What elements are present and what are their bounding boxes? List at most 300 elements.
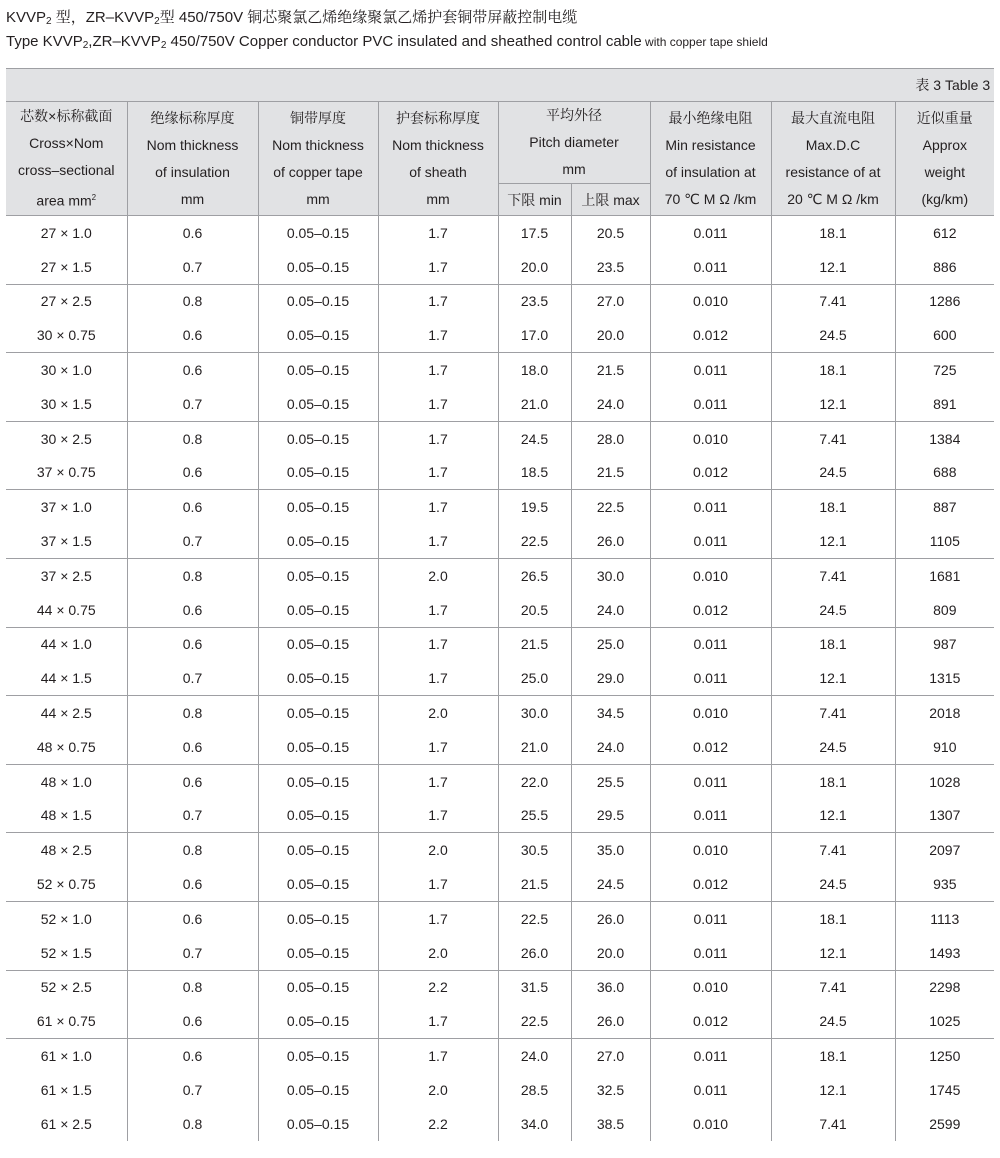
title-chinese — [6, 6, 577, 27]
cell-diameter-min: 18.5 — [498, 456, 571, 490]
cell-sheath: 1.7 — [378, 867, 498, 901]
cell-resistance-dc: 7.41 — [771, 696, 895, 730]
header-cores-cn: 芯数×标称截面 — [20, 107, 113, 124]
cell-insulation: 0.6 — [127, 627, 258, 661]
cell-insulation: 0.6 — [127, 1004, 258, 1038]
cell-diameter-max: 24.0 — [571, 387, 650, 421]
cell-insulation: 0.7 — [127, 387, 258, 421]
cell-copper-tape: 0.05–0.15 — [258, 696, 378, 730]
cell-cores: 52 × 1.5 — [6, 936, 127, 970]
cell-weight: 809 — [895, 593, 994, 627]
cell-resistance-insulation: 0.011 — [650, 1073, 771, 1107]
cell-insulation: 0.6 — [127, 216, 258, 250]
cell-insulation: 0.6 — [127, 764, 258, 798]
table-row — [6, 250, 994, 284]
cell-resistance-dc: 7.41 — [771, 833, 895, 867]
cell-weight: 910 — [895, 730, 994, 764]
cell-diameter-min: 25.5 — [498, 799, 571, 833]
cell-resistance-dc: 7.41 — [771, 284, 895, 318]
cell-weight: 2018 — [895, 696, 994, 730]
header-resistance-ins-en1: Min resistance — [665, 136, 756, 153]
cell-resistance-dc: 12.1 — [771, 799, 895, 833]
cell-weight: 1250 — [895, 1039, 994, 1073]
cell-diameter-min: 17.5 — [498, 216, 571, 250]
cell-weight: 600 — [895, 318, 994, 352]
cell-weight: 987 — [895, 627, 994, 661]
cell-resistance-insulation: 0.011 — [650, 524, 771, 558]
cell-sheath: 2.2 — [378, 1107, 498, 1141]
header-cores-en1: Cross×Nom — [29, 134, 104, 151]
cell-diameter-min: 22.5 — [498, 1004, 571, 1038]
header-insulation — [127, 102, 258, 216]
table-row — [6, 524, 994, 558]
cell-resistance-insulation: 0.012 — [650, 318, 771, 352]
cable-spec-table — [6, 68, 994, 1141]
cell-diameter-max: 26.0 — [571, 1004, 650, 1038]
cell-sheath: 2.0 — [378, 558, 498, 592]
header-resistance-dc-en2: resistance of at — [785, 163, 881, 180]
cell-insulation: 0.8 — [127, 1107, 258, 1141]
cell-diameter-min: 24.0 — [498, 1039, 571, 1073]
cell-diameter-max: 25.5 — [571, 764, 650, 798]
table-row — [6, 936, 994, 970]
header-row — [6, 102, 994, 184]
cell-sheath: 2.0 — [378, 1073, 498, 1107]
header-sheath-en2: of sheath — [409, 163, 467, 180]
header-copper-tape-en1: Nom thickness — [272, 136, 364, 153]
cell-weight: 1745 — [895, 1073, 994, 1107]
title-cn-part: 型，ZR–KVVP — [51, 9, 155, 26]
header-cores — [6, 102, 127, 216]
cell-cores: 30 × 1.5 — [6, 387, 127, 421]
cell-insulation: 0.8 — [127, 558, 258, 592]
cell-resistance-insulation: 0.011 — [650, 764, 771, 798]
cell-resistance-dc: 12.1 — [771, 1073, 895, 1107]
title-en-subscript: 2 — [82, 40, 89, 51]
cell-sheath: 2.0 — [378, 696, 498, 730]
table-row — [6, 318, 994, 352]
cell-diameter-min: 31.5 — [498, 970, 571, 1004]
cell-resistance-insulation: 0.011 — [650, 936, 771, 970]
header-diameter-min: 下限 min — [498, 184, 571, 216]
cell-insulation: 0.7 — [127, 1073, 258, 1107]
cell-insulation: 0.6 — [127, 353, 258, 387]
cell-resistance-dc: 24.5 — [771, 456, 895, 490]
cell-weight: 1028 — [895, 764, 994, 798]
cell-diameter-max: 20.0 — [571, 936, 650, 970]
cell-weight: 2298 — [895, 970, 994, 1004]
cell-cores: 52 × 0.75 — [6, 867, 127, 901]
cell-sheath: 1.7 — [378, 799, 498, 833]
cell-resistance-dc: 24.5 — [771, 318, 895, 352]
cell-diameter-min: 30.5 — [498, 833, 571, 867]
header-diameter-en1: Pitch diameter — [529, 134, 619, 150]
cell-diameter-min: 22.5 — [498, 901, 571, 935]
cell-cores: 37 × 0.75 — [6, 456, 127, 490]
cell-diameter-max: 24.5 — [571, 867, 650, 901]
cell-copper-tape: 0.05–0.15 — [258, 490, 378, 524]
table-row — [6, 764, 994, 798]
cell-weight: 725 — [895, 353, 994, 387]
cell-copper-tape: 0.05–0.15 — [258, 799, 378, 833]
cell-diameter-min: 25.0 — [498, 661, 571, 695]
cell-cores: 61 × 1.0 — [6, 1039, 127, 1073]
cell-resistance-dc: 18.1 — [771, 1039, 895, 1073]
cell-resistance-dc: 24.5 — [771, 593, 895, 627]
cell-diameter-min: 21.5 — [498, 627, 571, 661]
table-row — [6, 730, 994, 764]
cell-diameter-min: 20.5 — [498, 593, 571, 627]
header-copper-tape-en2: of copper tape — [273, 163, 363, 180]
cell-copper-tape: 0.05–0.15 — [258, 421, 378, 455]
cell-sheath: 2.2 — [378, 970, 498, 1004]
cell-resistance-dc: 24.5 — [771, 1004, 895, 1038]
cell-resistance-dc: 12.1 — [771, 524, 895, 558]
cell-resistance-insulation: 0.011 — [650, 627, 771, 661]
cell-resistance-dc: 18.1 — [771, 216, 895, 250]
cell-sheath: 1.7 — [378, 250, 498, 284]
cell-diameter-min: 26.0 — [498, 936, 571, 970]
table-row — [6, 456, 994, 490]
cell-diameter-max: 22.5 — [571, 490, 650, 524]
title-en-part: Type KVVP — [6, 33, 83, 50]
cell-resistance-insulation: 0.012 — [650, 1004, 771, 1038]
cell-resistance-dc: 18.1 — [771, 901, 895, 935]
table-row — [6, 387, 994, 421]
cell-copper-tape: 0.05–0.15 — [258, 730, 378, 764]
cell-insulation: 0.6 — [127, 318, 258, 352]
cell-copper-tape: 0.05–0.15 — [258, 1073, 378, 1107]
cell-diameter-max: 35.0 — [571, 833, 650, 867]
cell-copper-tape: 0.05–0.15 — [258, 936, 378, 970]
header-weight-cn: 近似重量 — [916, 109, 973, 126]
cell-sheath: 1.7 — [378, 490, 498, 524]
cell-resistance-insulation: 0.012 — [650, 456, 771, 490]
cell-weight: 1315 — [895, 661, 994, 695]
cell-weight: 1307 — [895, 799, 994, 833]
cell-resistance-dc: 12.1 — [771, 387, 895, 421]
table-body — [6, 216, 994, 1141]
table-row — [6, 593, 994, 627]
cell-resistance-dc: 18.1 — [771, 490, 895, 524]
table-row — [6, 284, 994, 318]
cell-copper-tape: 0.05–0.15 — [258, 833, 378, 867]
header-resistance-dc-en1: Max.D.C — [805, 136, 861, 153]
cell-weight: 1493 — [895, 936, 994, 970]
header-weight-en2: weight — [924, 163, 966, 180]
cell-sheath: 1.7 — [378, 456, 498, 490]
cell-sheath: 1.7 — [378, 387, 498, 421]
cell-resistance-dc: 24.5 — [771, 867, 895, 901]
cell-diameter-max: 21.5 — [571, 353, 650, 387]
cell-copper-tape: 0.05–0.15 — [258, 1107, 378, 1141]
cell-copper-tape: 0.05–0.15 — [258, 867, 378, 901]
cell-diameter-min: 30.0 — [498, 696, 571, 730]
cell-cores: 61 × 1.5 — [6, 1073, 127, 1107]
cell-resistance-dc: 12.1 — [771, 936, 895, 970]
cell-sheath: 1.7 — [378, 901, 498, 935]
cell-insulation: 0.7 — [127, 799, 258, 833]
table-row — [6, 1107, 994, 1141]
table-row — [6, 1039, 994, 1073]
header-diameter-cn: 平均外径 — [546, 107, 602, 123]
header-sheath-unit: mm — [426, 190, 450, 207]
title-en-part: 450/750V Copper conductor PVC insulated and sheathed control cable — [166, 33, 642, 50]
cell-diameter-min: 22.0 — [498, 764, 571, 798]
cell-diameter-min: 34.0 — [498, 1107, 571, 1141]
cell-sheath: 1.7 — [378, 593, 498, 627]
cell-weight: 688 — [895, 456, 994, 490]
header-resistance-dc-cn: 最大直流电阻 — [791, 109, 875, 126]
table-row — [6, 627, 994, 661]
title-en-subscript: 2 — [160, 40, 167, 51]
table-row — [6, 970, 994, 1004]
cell-resistance-dc: 12.1 — [771, 250, 895, 284]
cell-cores: 44 × 0.75 — [6, 593, 127, 627]
cell-cores: 30 × 1.0 — [6, 353, 127, 387]
cell-diameter-min: 22.5 — [498, 524, 571, 558]
cell-copper-tape: 0.05–0.15 — [258, 593, 378, 627]
cell-insulation: 0.7 — [127, 936, 258, 970]
cell-sheath: 1.7 — [378, 764, 498, 798]
cell-sheath: 1.7 — [378, 284, 498, 318]
cell-diameter-max: 23.5 — [571, 250, 650, 284]
title-english — [6, 33, 768, 50]
header-copper-tape-cn: 铜带厚度 — [290, 109, 346, 126]
cell-weight: 891 — [895, 387, 994, 421]
cell-cores: 48 × 0.75 — [6, 730, 127, 764]
cell-sheath: 1.7 — [378, 216, 498, 250]
table-row — [6, 558, 994, 592]
header-weight-unit: (kg/km) — [921, 190, 969, 207]
header-diameter-max: 上限 max — [571, 184, 650, 216]
cell-diameter-max: 34.5 — [571, 696, 650, 730]
cell-insulation: 0.6 — [127, 730, 258, 764]
cell-resistance-insulation: 0.011 — [650, 387, 771, 421]
cell-resistance-insulation: 0.010 — [650, 1107, 771, 1141]
cell-insulation: 0.6 — [127, 867, 258, 901]
cell-insulation: 0.8 — [127, 970, 258, 1004]
header-sheath — [378, 102, 498, 216]
cell-cores: 48 × 1.5 — [6, 799, 127, 833]
cell-diameter-max: 24.0 — [571, 593, 650, 627]
cell-resistance-insulation: 0.011 — [650, 661, 771, 695]
table-row — [6, 353, 994, 387]
cell-weight: 1681 — [895, 558, 994, 592]
cell-sheath: 1.7 — [378, 524, 498, 558]
cell-copper-tape: 0.05–0.15 — [258, 524, 378, 558]
cell-resistance-insulation: 0.012 — [650, 730, 771, 764]
cell-resistance-insulation: 0.010 — [650, 833, 771, 867]
cell-diameter-min: 20.0 — [498, 250, 571, 284]
cell-diameter-max: 20.5 — [571, 216, 650, 250]
cell-diameter-min: 19.5 — [498, 490, 571, 524]
header-cores-sup: 2 — [91, 192, 97, 202]
cell-diameter-max: 38.5 — [571, 1107, 650, 1141]
cell-weight: 1113 — [895, 901, 994, 935]
header-sheath-cn: 护套标称厚度 — [396, 109, 480, 126]
title-en-part: ,ZR–KVVP — [88, 33, 161, 50]
cell-diameter-max: 29.5 — [571, 799, 650, 833]
header-resistance-dc — [771, 102, 895, 216]
cell-diameter-min: 17.0 — [498, 318, 571, 352]
cell-resistance-insulation: 0.010 — [650, 284, 771, 318]
cell-weight: 1025 — [895, 1004, 994, 1038]
cell-resistance-insulation: 0.010 — [650, 696, 771, 730]
cell-weight: 2097 — [895, 833, 994, 867]
cell-diameter-max: 30.0 — [571, 558, 650, 592]
table-row — [6, 661, 994, 695]
cell-copper-tape: 0.05–0.15 — [258, 284, 378, 318]
cell-weight: 887 — [895, 490, 994, 524]
cell-diameter-min: 18.0 — [498, 353, 571, 387]
cell-weight: 1105 — [895, 524, 994, 558]
cell-resistance-dc: 7.41 — [771, 421, 895, 455]
cell-resistance-insulation: 0.010 — [650, 558, 771, 592]
cell-resistance-insulation: 0.010 — [650, 421, 771, 455]
cell-copper-tape: 0.05–0.15 — [258, 970, 378, 1004]
cell-sheath: 1.7 — [378, 730, 498, 764]
table-row — [6, 833, 994, 867]
cell-weight: 2599 — [895, 1107, 994, 1141]
cell-diameter-min: 21.5 — [498, 867, 571, 901]
cell-copper-tape: 0.05–0.15 — [258, 353, 378, 387]
cell-insulation: 0.8 — [127, 421, 258, 455]
cell-insulation: 0.6 — [127, 456, 258, 490]
header-copper-tape — [258, 102, 378, 216]
cell-resistance-dc: 18.1 — [771, 353, 895, 387]
cell-cores: 44 × 1.5 — [6, 661, 127, 695]
header-cores-en2: cross–sectional — [18, 161, 115, 178]
cell-copper-tape: 0.05–0.15 — [258, 250, 378, 284]
cell-weight: 1286 — [895, 284, 994, 318]
cell-cores: 37 × 2.5 — [6, 558, 127, 592]
cell-sheath: 2.0 — [378, 833, 498, 867]
cell-diameter-min: 21.0 — [498, 387, 571, 421]
cell-sheath: 2.0 — [378, 936, 498, 970]
header-resistance-insulation — [650, 102, 771, 216]
header-diameter — [498, 102, 650, 184]
cell-copper-tape: 0.05–0.15 — [258, 661, 378, 695]
cell-cores: 52 × 2.5 — [6, 970, 127, 1004]
cell-diameter-min: 21.0 — [498, 730, 571, 764]
cell-copper-tape: 0.05–0.15 — [258, 764, 378, 798]
cell-resistance-insulation: 0.011 — [650, 216, 771, 250]
table-number: 表 3 Table 3 — [915, 77, 991, 93]
cell-resistance-insulation: 0.011 — [650, 1039, 771, 1073]
cell-copper-tape: 0.05–0.15 — [258, 318, 378, 352]
cell-diameter-max: 36.0 — [571, 970, 650, 1004]
header-resistance-ins-en3: 70 ℃ M Ω /km — [664, 190, 757, 207]
cell-weight: 612 — [895, 216, 994, 250]
table-row — [6, 421, 994, 455]
cell-diameter-min: 28.5 — [498, 1073, 571, 1107]
cell-cores: 52 × 1.0 — [6, 901, 127, 935]
table-row — [6, 867, 994, 901]
cell-cores: 61 × 0.75 — [6, 1004, 127, 1038]
cell-insulation: 0.7 — [127, 661, 258, 695]
table-row — [6, 216, 994, 250]
cell-copper-tape: 0.05–0.15 — [258, 558, 378, 592]
cell-sheath: 1.7 — [378, 421, 498, 455]
cell-sheath: 1.7 — [378, 1039, 498, 1073]
cell-insulation: 0.6 — [127, 490, 258, 524]
cell-cores: 48 × 2.5 — [6, 833, 127, 867]
cell-copper-tape: 0.05–0.15 — [258, 1004, 378, 1038]
cell-diameter-min: 26.5 — [498, 558, 571, 592]
header-insulation-en1: Nom thickness — [146, 136, 239, 153]
table-row — [6, 1073, 994, 1107]
cell-insulation: 0.6 — [127, 1039, 258, 1073]
cell-cores: 44 × 2.5 — [6, 696, 127, 730]
cell-weight: 935 — [895, 867, 994, 901]
cell-cores: 37 × 1.0 — [6, 490, 127, 524]
cell-insulation: 0.7 — [127, 524, 258, 558]
cell-diameter-min: 24.5 — [498, 421, 571, 455]
table-row — [6, 799, 994, 833]
cell-resistance-dc: 18.1 — [771, 764, 895, 798]
cell-diameter-max: 27.0 — [571, 1039, 650, 1073]
table-number-row — [6, 69, 994, 102]
cell-diameter-max: 32.5 — [571, 1073, 650, 1107]
cell-insulation: 0.8 — [127, 696, 258, 730]
cell-cores: 27 × 1.5 — [6, 250, 127, 284]
header-insulation-en2: of insulation — [155, 163, 230, 180]
cell-cores: 44 × 1.0 — [6, 627, 127, 661]
cell-resistance-insulation: 0.011 — [650, 353, 771, 387]
table-row — [6, 1004, 994, 1038]
header-resistance-ins-cn: 最小绝缘电阻 — [668, 109, 753, 126]
cell-diameter-max: 25.0 — [571, 627, 650, 661]
cell-diameter-max: 29.0 — [571, 661, 650, 695]
header-resistance-dc-en3: 20 ℃ M Ω /km — [787, 190, 879, 207]
cell-resistance-dc: 24.5 — [771, 730, 895, 764]
table-row — [6, 696, 994, 730]
title-cn-part: 型 450/750V 铜芯聚氯乙烯绝缘聚氯乙烯护套铜带屏蔽控制电缆 — [159, 9, 578, 26]
cell-copper-tape: 0.05–0.15 — [258, 456, 378, 490]
cell-cores: 27 × 2.5 — [6, 284, 127, 318]
cell-resistance-insulation: 0.011 — [650, 901, 771, 935]
cell-resistance-dc: 7.41 — [771, 558, 895, 592]
cell-resistance-dc: 7.41 — [771, 970, 895, 1004]
cell-copper-tape: 0.05–0.15 — [258, 627, 378, 661]
header-weight-en1: Approx — [922, 136, 967, 153]
cell-cores: 27 × 1.0 — [6, 216, 127, 250]
cell-resistance-insulation: 0.012 — [650, 867, 771, 901]
cell-cores: 61 × 2.5 — [6, 1107, 127, 1141]
cell-diameter-max: 26.0 — [571, 901, 650, 935]
cell-copper-tape: 0.05–0.15 — [258, 387, 378, 421]
cell-cores: 30 × 2.5 — [6, 421, 127, 455]
cell-weight: 1384 — [895, 421, 994, 455]
cell-insulation: 0.7 — [127, 250, 258, 284]
cell-diameter-max: 20.0 — [571, 318, 650, 352]
cell-sheath: 1.7 — [378, 1004, 498, 1038]
cell-resistance-insulation: 0.011 — [650, 250, 771, 284]
cell-insulation: 0.8 — [127, 833, 258, 867]
cell-diameter-max: 27.0 — [571, 284, 650, 318]
cell-insulation: 0.6 — [127, 593, 258, 627]
title-cn-part: KVVP — [6, 9, 47, 26]
header-resistance-ins-en2: of insulation at — [665, 163, 756, 180]
cell-insulation: 0.6 — [127, 901, 258, 935]
cell-resistance-insulation: 0.011 — [650, 799, 771, 833]
cell-resistance-insulation: 0.012 — [650, 593, 771, 627]
table-row — [6, 901, 994, 935]
cell-resistance-insulation: 0.011 — [650, 490, 771, 524]
cell-diameter-max: 28.0 — [571, 421, 650, 455]
cell-diameter-min: 23.5 — [498, 284, 571, 318]
